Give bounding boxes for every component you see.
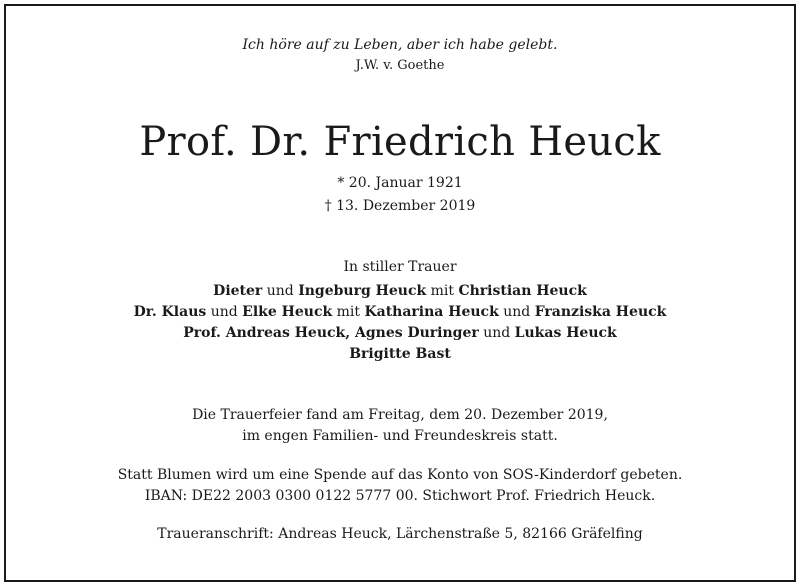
goethe-quote: Ich höre auf zu Leben, aber ich habe gelebt.	[242, 37, 558, 53]
mourning-address: Traueranschrift: Andreas Heuck, Lärchenstraße 5, 82166 Gräfelfing	[157, 526, 643, 542]
quote-author: J.W. v. Goethe	[355, 58, 445, 73]
mourner-name: Ingeburg Heuck	[298, 283, 427, 299]
mourner-name: Dieter	[213, 283, 263, 299]
mourner-name: Brigitte Bast	[349, 346, 451, 362]
mourner-name: Katharina Heuck	[364, 304, 499, 320]
funeral-info-line: Die Trauerfeier fand am Freitag, dem 20. Dezember 2019,	[192, 407, 608, 423]
connector: und	[206, 304, 243, 320]
mourner-name: Lukas Heuck	[514, 325, 617, 341]
mourner-name: Elke Heuck	[242, 304, 333, 320]
mourning-label: In stiller Trauer	[343, 259, 457, 275]
connector: und	[478, 325, 515, 341]
mourners-line	[0, 323, 800, 344]
life-dates	[0, 172, 800, 218]
mourners-list	[0, 281, 800, 365]
birth-date: * 20. Januar 1921	[337, 175, 463, 191]
iban-line: IBAN: DE22 2003 0300 0122 5777 00. Stichwort Prof. Friedrich Heuck.	[144, 488, 656, 504]
connector: mit	[332, 304, 365, 320]
funeral-info	[0, 405, 800, 447]
deceased-name: Prof. Dr. Friedrich Heuck	[139, 119, 661, 165]
death-date: † 13. Dezember 2019	[324, 198, 476, 214]
mourner-name: Christian Heuck	[458, 283, 587, 299]
mourners-line	[0, 344, 800, 365]
mourners-line	[0, 302, 800, 323]
mourner-name: Franziska Heuck	[534, 304, 667, 320]
connector: und	[262, 283, 299, 299]
donation-request	[0, 465, 800, 507]
connector: mit	[426, 283, 459, 299]
mourner-name: Dr. Klaus	[133, 304, 207, 320]
mourner-name: Prof. Andreas Heuck, Agnes Duringer	[183, 325, 479, 341]
connector: und	[498, 304, 535, 320]
mourners-line	[0, 281, 800, 302]
funeral-info-line: im engen Familien- und Freundeskreis statt.	[242, 428, 558, 444]
donation-text: Statt Blumen wird um eine Spende auf das Konto von SOS-Kinderdorf gebeten.	[117, 467, 683, 483]
